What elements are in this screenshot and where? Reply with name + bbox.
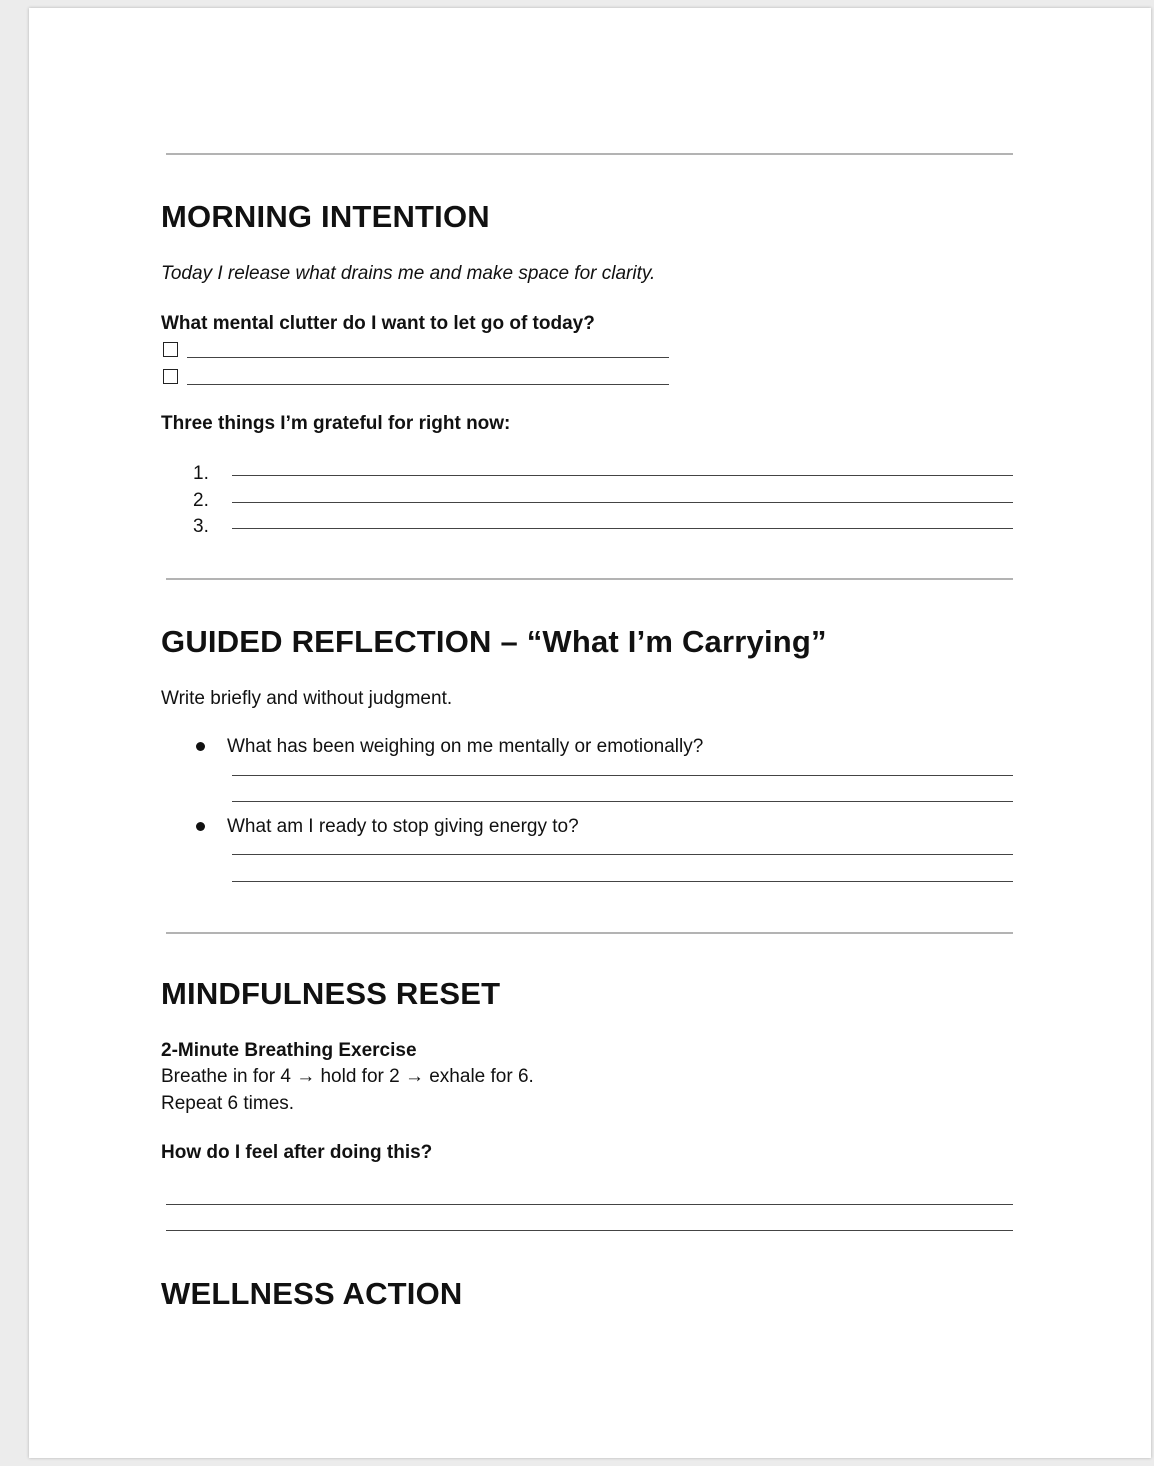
section-divider bbox=[166, 578, 1013, 580]
reflection-answer-line-1a[interactable] bbox=[232, 775, 1013, 776]
reflection-answer-line-1b[interactable] bbox=[232, 801, 1013, 802]
grateful-number-1: 1. bbox=[193, 463, 209, 484]
reflection-answer-line-2a[interactable] bbox=[232, 854, 1013, 855]
breathing-exercise-repeat: Repeat 6 times. bbox=[161, 1093, 295, 1114]
reflection-instruction: Write briefly and without judgment. bbox=[161, 688, 453, 709]
clutter-checkbox-1[interactable] bbox=[163, 342, 178, 357]
reflection-question-1: What has been weighing on me mentally or emotionally? bbox=[227, 736, 704, 757]
document-page bbox=[29, 8, 1151, 1458]
clutter-answer-line-1[interactable] bbox=[187, 357, 669, 358]
feel-answer-line-1[interactable] bbox=[166, 1204, 1013, 1205]
reflection-question-2: What am I ready to stop giving energy to? bbox=[227, 816, 579, 837]
grateful-answer-line-1[interactable] bbox=[232, 475, 1013, 476]
clutter-answer-line-2[interactable] bbox=[187, 384, 669, 385]
reflection-answer-line-2b[interactable] bbox=[232, 881, 1013, 882]
bullet-icon bbox=[196, 742, 205, 751]
clutter-checkbox-2[interactable] bbox=[163, 369, 178, 384]
intention-statement: Today I release what drains me and make space for clarity. bbox=[161, 263, 656, 284]
grateful-answer-line-2[interactable] bbox=[232, 502, 1013, 503]
clutter-prompt: What mental clutter do I want to let go of today? bbox=[161, 313, 595, 334]
guided-reflection-heading: GUIDED REFLECTION – “What I’m Carrying” bbox=[161, 624, 827, 659]
breathing-exercise-instructions: Breathe in for 4 → hold for 2 → exhale for 6. bbox=[161, 1066, 534, 1087]
mindfulness-reset-heading: MINDFULNESS RESET bbox=[161, 976, 501, 1011]
feel-prompt: How do I feel after doing this? bbox=[161, 1142, 433, 1163]
wellness-action-heading: WELLNESS ACTION bbox=[161, 1276, 463, 1311]
section-divider bbox=[166, 153, 1013, 155]
grateful-number-2: 2. bbox=[193, 490, 209, 511]
morning-intention-heading: MORNING INTENTION bbox=[161, 199, 490, 234]
bullet-icon bbox=[196, 822, 205, 831]
feel-answer-line-2[interactable] bbox=[166, 1230, 1013, 1231]
grateful-answer-line-3[interactable] bbox=[232, 528, 1013, 529]
section-divider bbox=[166, 932, 1013, 934]
breathing-exercise-title: 2-Minute Breathing Exercise bbox=[161, 1040, 417, 1061]
grateful-prompt: Three things I’m grateful for right now: bbox=[161, 413, 511, 434]
grateful-number-3: 3. bbox=[193, 516, 209, 537]
